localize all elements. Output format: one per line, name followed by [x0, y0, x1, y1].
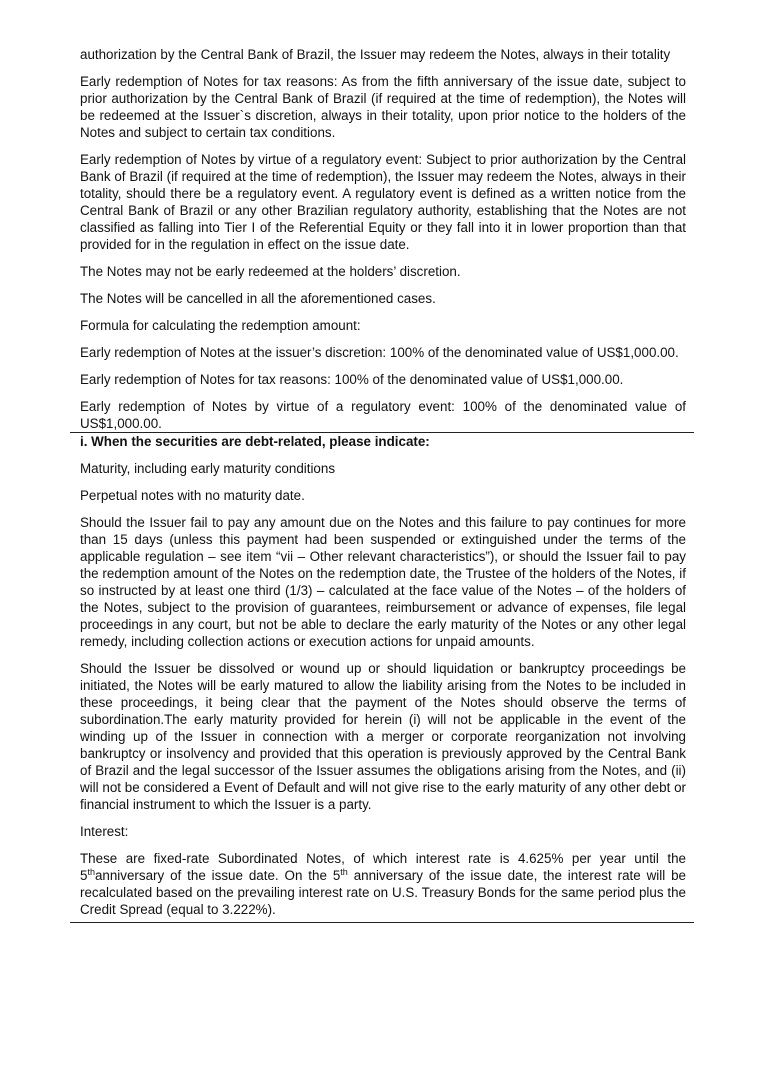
ordinal-suffix-2: th [340, 867, 348, 877]
paragraph-formula-heading: Formula for calculating the redemption amount: [80, 318, 361, 333]
paragraph-regulatory-redemption: Early redemption of Notes by virtue of a regulatory event: Subject to prior authorization by the Central Bank of Brazil (if required at the time of redemption), the Issuer may redeem the Notes, always in their totality, should there be a regulatory event. A regulatory event is defined as a written notice from the Central Bank of Brazil or any other Brazilian regulatory authority, establishing that the Notes are not classified as falling into Tier I of the Referential Equity or they fall into it in lower proportion than that provided for in the regulation in effect on the issue date. [80, 152, 686, 252]
paragraph-formula-issuer: Early redemption of Notes at the issuer’s discretion: 100% of the denominated value of US$1,000.00. [80, 345, 679, 360]
debt-section [80, 433, 686, 918]
document-page [80, 46, 686, 923]
paragraph-cancellation: The Notes will be cancelled in all the aforementioned cases. [80, 291, 436, 306]
redemption-section [80, 46, 686, 432]
paragraph-dissolution: Should the Issuer be dissolved or wound up or should liquidation or bankruptcy proceedings be initiated, the Notes will be early matured to allow the liability arising from the Notes to be included in these proceedings, it being clear that the payment of the Notes should observe the terms of subordination.The early maturity provided for herein (i) will not be applicable in the event of the winding up of the Issuer in connection with a merger or corporate reorganization not involving bankruptcy or insolvency and provided that this operation is previously approved by the Central Bank of Brazil and the legal successor of the Issuer assumes the obligations arising from the Notes, and (ii) will not be considered a Event of Default and will not give rise to the early maturity of any other debt or financial instrument to which the Issuer is a party. [80, 661, 686, 812]
paragraph-redemption-intro: authorization by the Central Bank of Brazil, the Issuer may redeem the Notes, always in their totality [80, 47, 671, 62]
paragraph-formula-tax: Early redemption of Notes for tax reasons: 100% of the denominated value of US$1,000.00. [80, 372, 624, 387]
interest-text-part3: anniversary of the issue date, the interest rate will be recalculated based on the prevailing interest rate on U.S. Treasury Bonds for the same period plus the Credit Spread (equal to 3.222%). [80, 868, 686, 917]
interest-text-part1: These are fixed-rate Subordinated Notes, of which interest rate is 4.625% per year until the 5 [80, 851, 686, 883]
paragraph-tax-redemption: Early redemption of Notes for tax reasons: As from the fifth anniversary of the issue date, subject to prior authorization by the Central Bank of Brazil (if required at the time of redemption), the Notes will be redeemed at the Issuer`s discretion, always in their totality, upon prior notice to the holders of the Notes and subject to certain tax conditions. [80, 74, 686, 140]
paragraph-maturity-heading: Maturity, including early maturity conditions [80, 461, 336, 476]
interest-text-part2: anniversary of the issue date. On the 5 [94, 868, 341, 883]
paragraph-payment-failure: Should the Issuer fail to pay any amount due on the Notes and this failure to pay continues for more than 15 days (unless this payment had been suspended or extinguished under the terms of the applicable regulation – see item “vii – Other relevant characteristics”), or should the Issuer fail to pay the redemption amount of the Notes on the redemption date, the Trustee of the holders of the Notes, if so instructed by at least one third (1/3) – calculated at the face value of the Notes – of the holders of the Notes, subject to the provision of guarantees, reimbursement or advance of expenses, file legal proceedings in any court, but not be able to declare the early maturity of the Notes or any other legal remedy, including collection actions or execution actions for unpaid amounts. [80, 515, 686, 649]
paragraph-interest-terms [80, 850, 686, 918]
paragraph-perpetual: Perpetual notes with no maturity date. [80, 488, 305, 503]
paragraph-holders-discretion: The Notes may not be early redeemed at the holders’ discretion. [80, 264, 461, 279]
ordinal-suffix-1: th [87, 867, 95, 877]
section-heading: i. When the securities are debt-related, please indicate: [80, 434, 430, 449]
bottom-divider [70, 922, 694, 923]
paragraph-interest-heading: Interest: [80, 824, 129, 839]
paragraph-formula-regulatory: Early redemption of Notes by virtue of a regulatory event: 100% of the denominated value of US$1,000.00. [80, 399, 686, 431]
